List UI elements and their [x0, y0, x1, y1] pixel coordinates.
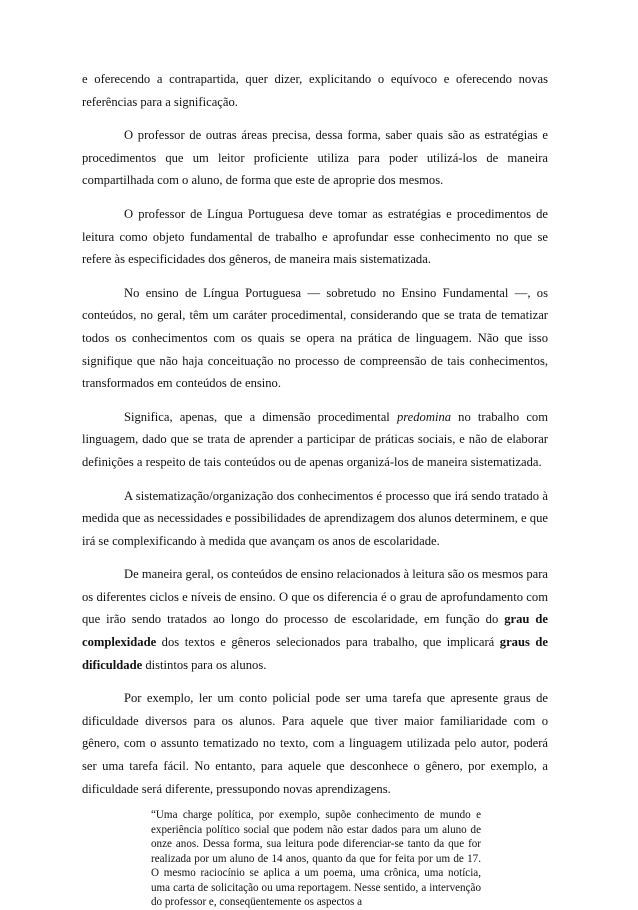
- paragraph-8: [82, 687, 548, 800]
- paragraph-text: no trabalho com linguagem, dado que se trata de aprender a participar de práticas sociais, e não de elaborar definições a respeito de tais conteúdos ou de apenas organizá-los de maneira sistematizada.: [82, 409, 548, 469]
- paragraph-text: O professor de Língua Portuguesa deve tomar as estratégias e procedimentos de leitura como objeto fundamental de trabalho e aprofundar esse conhecimento no que se refere às especificidades dos gêneros, de maneira mais sistematizada.: [82, 206, 548, 267]
- paragraph-text: De maneira geral, os conteúdos de ensino relacionados à leitura são os mesmos para os diferentes ciclos e níveis de ensino. O que os diferencia é o grau de aprofundamento com que irão sendo tratados ao longo do processo de escolaridade, em função do: [82, 567, 548, 627]
- paragraph-4: [82, 282, 548, 395]
- paragraph-6: [82, 485, 548, 553]
- paragraph-text: e oferecendo a contrapartida, quer dizer, explicitando o equívoco e oferecendo novas referências para a significação.: [82, 72, 548, 109]
- paragraph-text: O professor de outras áreas precisa, dessa forma, saber quais são as estratégias e procedimentos que um leitor proficiente utiliza para poder utilizá-los de maneira compartilhada com o aluno, de forma que este de aproprie dos mesmos.: [82, 128, 548, 188]
- paragraph-2: [82, 124, 548, 192]
- paragraph-7: [82, 563, 548, 676]
- paragraph-text: dos textos e gêneros selecionados para trabalho, que implicará: [156, 635, 500, 650]
- paragraph-text: A sistematização/organização dos conhecimentos é processo que irá sendo tratado à medida que as necessidades e possibilidades de aprendizagem dos alunos determinem, e que irá se complexificando à medida que avançam os anos de escolaridade.: [82, 488, 548, 548]
- paragraph-text: Por exemplo, ler um conto policial pode ser uma tarefa que apresente graus de dificuldade diversos para os alunos. Para aquele que tiver maior familiaridade com o gênero, com o assunto tematizado no texto, com a linguagem utilizada pelo autor, poderá ser uma tarefa fácil. No entanto, para aquele que desconhece o gênero, por exemplo, a dificuldade será diferente, pressupondo novas aprendizagens.: [82, 691, 548, 796]
- paragraph-text: No ensino de Língua Portuguesa — sobretudo no Ensino Fundamental —, os conteúdos, no geral, têm um caráter procedimental, considerando que se trata de tematizar todos os conhecimentos com os quais se opera na prática de linguagem. Não que isso signifique que não haja conceituação no processo de compreensão de tais conhecimentos, transformados em conteúdos de ensino.: [82, 285, 548, 391]
- bold-text: graus de dificuldade: [82, 635, 548, 672]
- paragraph-text: Significa, apenas, que a dimensão procedimental: [124, 409, 397, 424]
- paragraph-text: distintos para os alunos.: [142, 657, 267, 672]
- paragraph-5: [82, 406, 548, 474]
- paragraph-3: [82, 203, 548, 271]
- block-quote: “Uma charge política, por exemplo, supõe conhecimento de mundo e experiência político social que podem não estar dados para um aluno de onze anos. Dessa forma, sua leitura pode diferenciar-se tanto da que for realizada por um aluno de 14 anos, quanto da que for feita por um de 17. O mesmo raciocínio se aplica a um poema, uma crônica, uma notícia, uma carta de solicitação ou uma reportagem. Nesse sentido, a intervenção do professor e, conseqüentemente os aspectos a: [151, 809, 481, 909]
- paragraph-1: [82, 68, 548, 113]
- emphasis-text: predomina: [396, 409, 452, 424]
- document-page: [82, 68, 548, 910]
- bold-text: grau de complexidade: [82, 612, 548, 650]
